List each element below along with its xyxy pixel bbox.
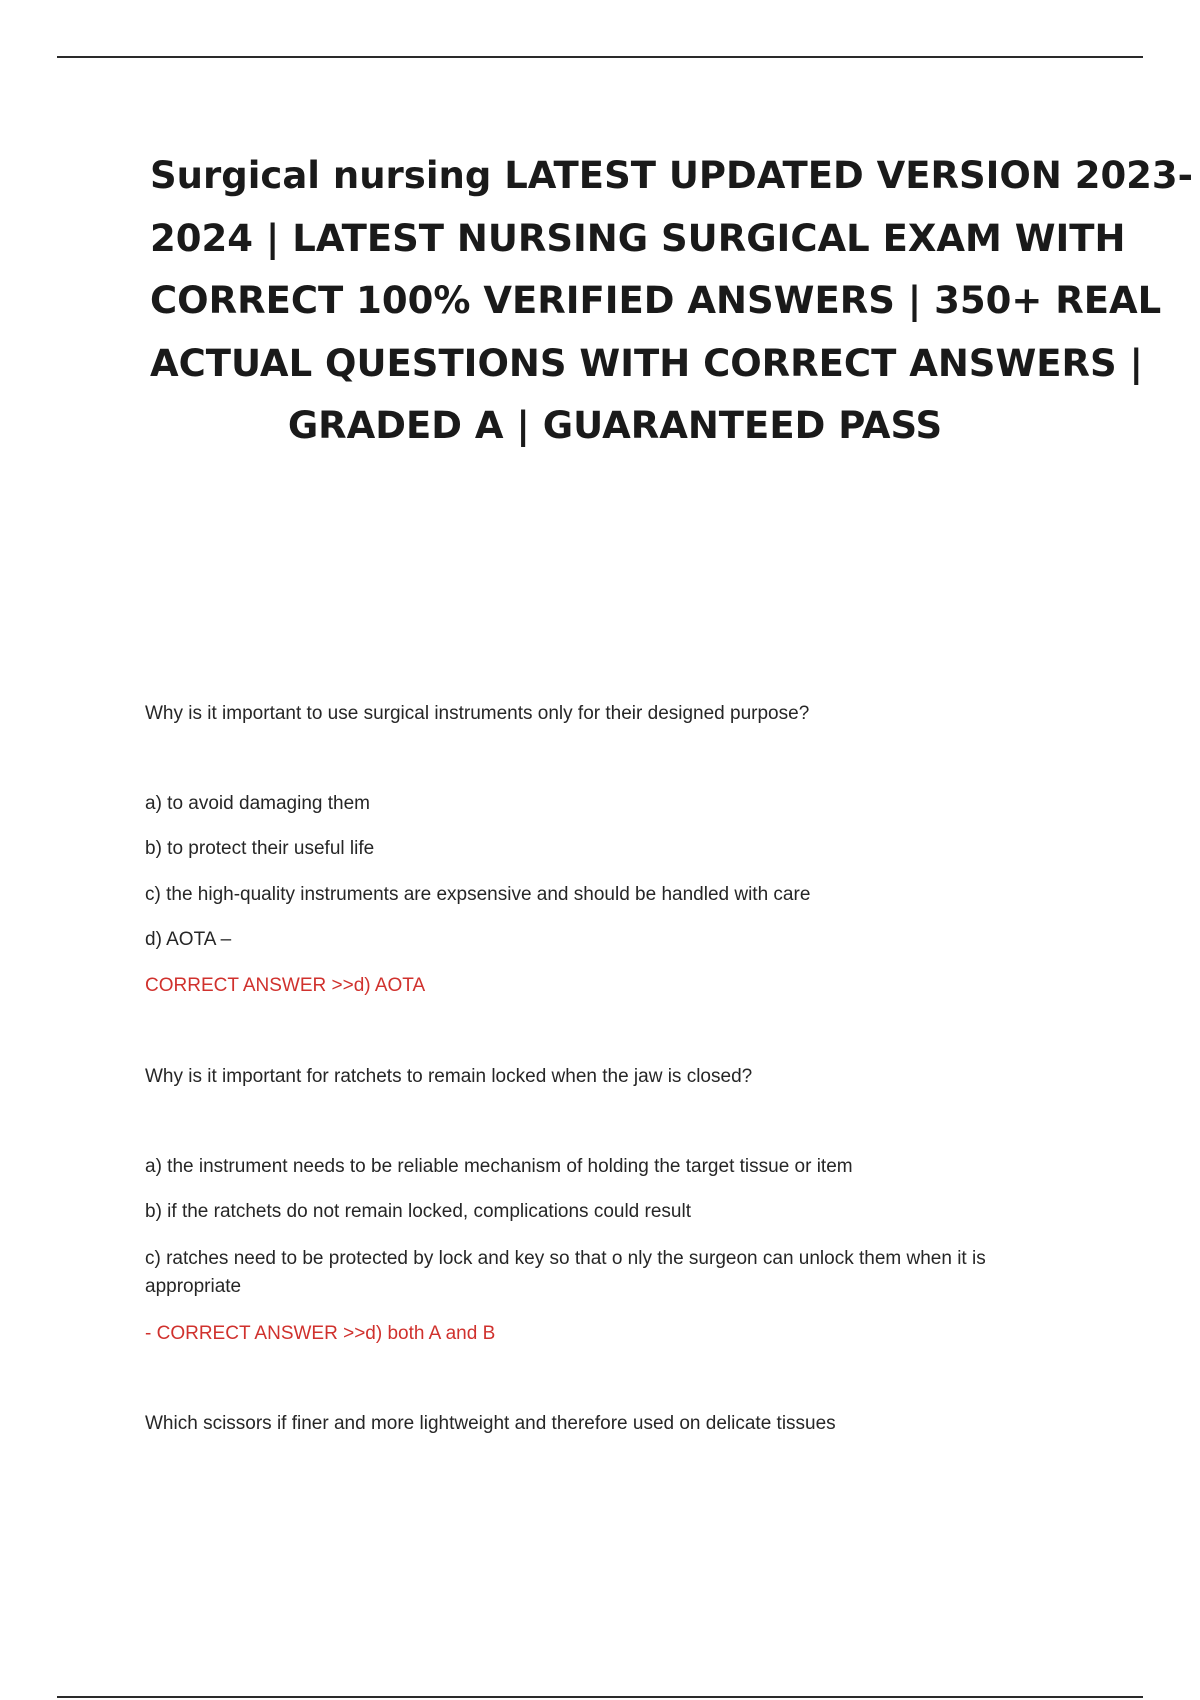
title-line: 2024 | LATEST NURSING SURGICAL EXAM WITH <box>150 216 1126 260</box>
title-line: Surgical nursing LATEST UPDATED VERSION 2023- <box>150 154 1194 197</box>
title-line: ACTUAL QUESTIONS WITH CORRECT ANSWERS | <box>150 341 1144 385</box>
question-1-text: Why is it important to use surgical instruments only for their designed purpose? <box>145 703 810 724</box>
question-2-option-b: b) if the ratchets do not remain locked, complications could result <box>145 1201 691 1222</box>
question-1-option-a: a) to avoid damaging them <box>145 793 370 814</box>
question-2-answer: - CORRECT ANSWER >>d) both A and B <box>145 1323 496 1344</box>
top-rule <box>57 56 1143 58</box>
document-title <box>150 145 1194 458</box>
question-2-text: Why is it important for ratchets to remain locked when the jaw is closed? <box>145 1066 753 1087</box>
question-2-option-c: c) ratches need to be protected by lock and key so that o nly the surgeon can unlock them when it is appropriate <box>145 1248 986 1297</box>
question-1-option-b: b) to protect their useful life <box>145 838 375 859</box>
question-2-option-a: a) the instrument needs to be reliable mechanism of holding the target tissue or item <box>145 1156 853 1177</box>
question-1-option-d: d) AOTA – <box>145 929 232 950</box>
question-1-option-c: c) the high-quality instruments are expsensive and should be handled with care <box>145 884 811 905</box>
question-1-answer: CORRECT ANSWER >>d) AOTA <box>145 975 426 996</box>
title-line: CORRECT 100% VERIFIED ANSWERS | 350+ REAL <box>150 279 1162 322</box>
bottom-rule <box>57 1696 1143 1698</box>
title-line: GRADED A | GUARANTEED PASS <box>287 404 943 447</box>
question-3-text: Which scissors if finer and more lightweight and therefore used on delicate tissues <box>145 1413 836 1434</box>
